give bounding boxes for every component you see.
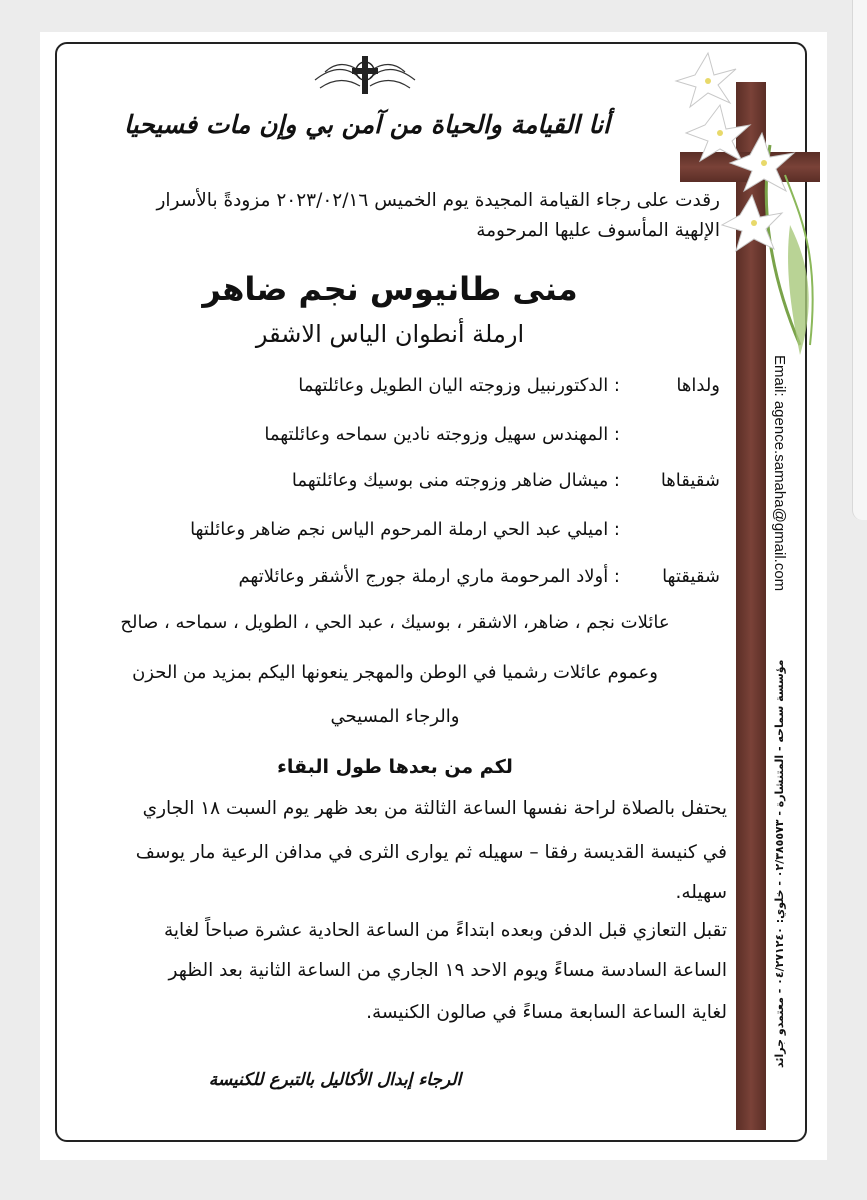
families-line-2: وعموم عائلات رشميا في الوطن والمهجر ينعونها اليكم بمزيد من الحزن (132, 662, 658, 683)
wreaths-note: الرجاء إبدال الأكاليل بالتبرع للكنيسة (208, 1070, 462, 1090)
funeral-line-3: سهيله. (675, 882, 727, 903)
condolences-line-2: الساعة السادسة مساءً ويوم الاحد ١٩ الجاري من الساعة الثانية بعد الظهر (168, 960, 727, 981)
scrollbar-track[interactable] (852, 0, 867, 520)
verse-heading: أنا القيامة والحياة من آمن بي وإن مات فسيحيا (124, 110, 610, 139)
cross-emblem-icon (310, 50, 420, 100)
condolence-line: لكم من بعدها طول البقاء (277, 756, 513, 778)
relative-text: : ميشال ضاهر وزوجته منى بوسيك وعائلتهما (291, 470, 620, 491)
relative-label: شقيقتها (662, 566, 720, 587)
relative-label: شقيقاها (660, 470, 720, 491)
funeral-line-2: في كنيسة القديسة رفقا – سهيله ثم يوارى الثرى في مدافن الرعية مار يوسف (135, 842, 727, 863)
relative-text: : الدكتورنبيل وزوجته اليان الطويل وعائلتهما (298, 375, 620, 396)
families-line-3: والرجاء المسيحي (330, 706, 460, 727)
deceased-name: منى طانيوس نجم ضاهر (202, 270, 578, 308)
relative-text: : اميلي عبد الحي ارملة المرحوم الياس نجم ضاهر وعائلتها (190, 519, 620, 540)
relative-text: : المهندس سهيل وزوجته نادين سماحه وعائلتهما (264, 424, 620, 445)
intro-line-2: الإلهية المأسوف عليها المرحومة (476, 220, 720, 241)
intro-line-1: رقدت على رجاء القيامة المجيدة يوم الخميس ٢٠٢٣/٠٢/١٦ مزودةً بالأسرار (156, 190, 720, 211)
agency-side-strip (769, 355, 793, 1115)
agency-contact: مؤسسة سماحه - المتنشارة - ٠٢/٣٨٥٥٧٣ - خلوي: ٠٤/٢٧١٢٤٠ - معتمدو جرائد (773, 660, 786, 1069)
agency-email: Email: agence.samaha@gmail.com (771, 355, 788, 592)
condolences-line-1: تقبل التعازي قبل الدفن وبعده ابتداءً من الساعة الحادية عشرة صباحاً لغاية (163, 920, 727, 941)
families-line-1: عائلات نجم ، ضاهر، الاشقر ، بوسيك ، عبد الحي ، الطويل ، سماحه ، صالح (120, 612, 670, 633)
relative-text: : أولاد المرحومة ماري ارملة جورج الأشقر وعائلاتهم (238, 566, 620, 587)
relative-label: ولداها (676, 375, 720, 396)
funeral-line-1: يحتفل بالصلاة لراحة نفسها الساعة الثالثة من بعد ظهر يوم السبت ١٨ الجاري (142, 798, 727, 819)
condolences-line-3: لغاية الساعة السابعة مساءً في صالون الكنيسة. (366, 1002, 727, 1023)
widow-of-line: ارملة أنطوان الياس الاشقر (255, 320, 525, 348)
